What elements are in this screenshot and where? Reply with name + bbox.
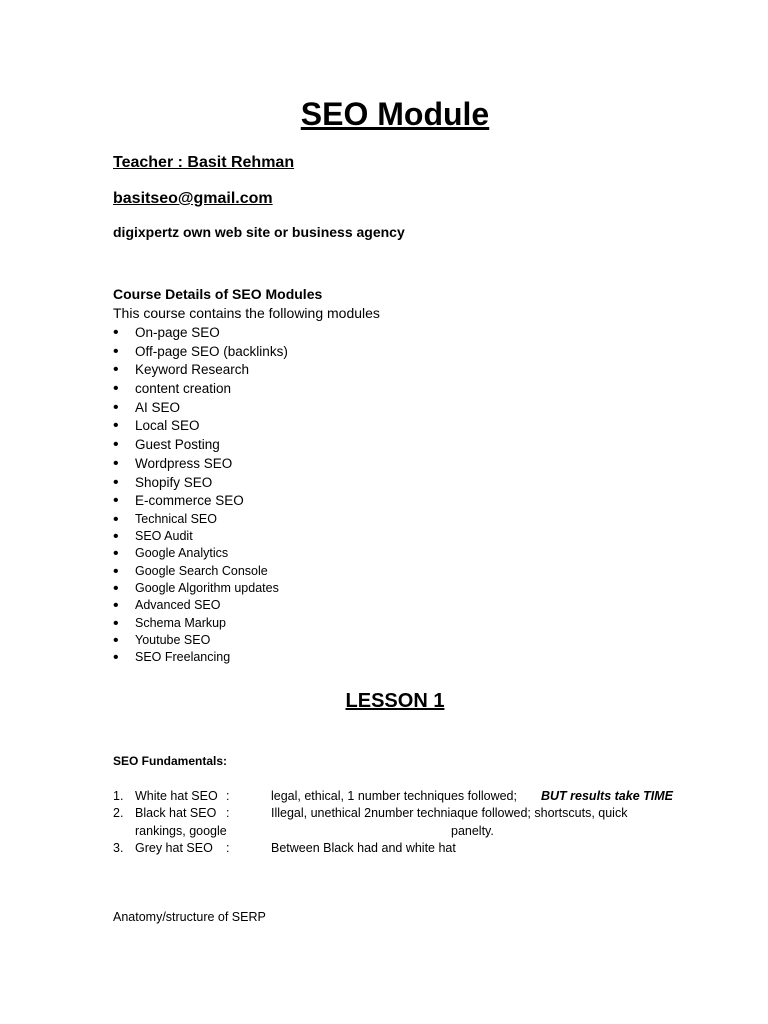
hat-number: 2. <box>113 806 124 820</box>
module-item: • On-page SEO <box>113 324 288 343</box>
hat-colon: : <box>226 789 230 803</box>
module-item: • Google Search Console <box>113 563 288 580</box>
module-item: • Off-page SEO (backlinks) <box>113 343 288 362</box>
module-item: • Shopify SEO <box>113 474 288 493</box>
module-item: • Advanced SEO <box>113 597 288 614</box>
modules-list <box>113 324 288 667</box>
module-item: • Wordpress SEO <box>113 455 288 474</box>
hat-note: BUT results take TIME <box>541 789 673 803</box>
hat-description: Illegal, unethical 2number techniaque followed; shortscuts, quick <box>271 806 628 820</box>
hat-continuation-right: panelty. <box>451 824 494 838</box>
hat-name: Grey hat SEO <box>135 841 213 855</box>
module-item: • Technical SEO <box>113 511 288 528</box>
module-item: • Youtube SEO <box>113 632 288 649</box>
hat-number: 1. <box>113 789 124 803</box>
email-address: basitseo@gmail.com <box>113 190 273 207</box>
document-title: SEO Module <box>300 96 490 132</box>
hat-description: legal, ethical, 1 number techniques followed; <box>271 789 517 803</box>
hat-colon: : <box>226 806 230 820</box>
hat-description: Between Black had and white hat <box>271 841 456 855</box>
lesson-title: LESSON 1 <box>345 690 445 712</box>
module-item: • SEO Audit <box>113 528 288 545</box>
course-intro: This course contains the following modules <box>113 305 380 321</box>
module-item: • Schema Markup <box>113 615 288 632</box>
module-item: • Guest Posting <box>113 436 288 455</box>
module-item: • content creation <box>113 380 288 399</box>
module-item: • Google Analytics <box>113 545 288 562</box>
agency-line: digixpertz own web site or business agency <box>113 224 405 240</box>
anatomy-line: Anatomy/structure of SERP <box>113 910 266 924</box>
hat-number: 3. <box>113 841 124 855</box>
hat-colon: : <box>226 841 230 855</box>
course-details-heading: Course Details of SEO Modules <box>113 286 323 302</box>
module-item: • AI SEO <box>113 399 288 418</box>
module-item: • SEO Freelancing <box>113 649 288 666</box>
hat-name: White hat SEO <box>135 789 218 803</box>
teacher-line: Teacher : Basit Rehman <box>113 154 295 171</box>
module-item: • Google Algorithm updates <box>113 580 288 597</box>
module-item: • Keyword Research <box>113 361 288 380</box>
module-item: • Local SEO <box>113 417 288 436</box>
hat-continuation-left: rankings, google <box>135 824 227 838</box>
module-item: • E-commerce SEO <box>113 492 288 511</box>
hat-name: Black hat SEO <box>135 806 217 820</box>
fundamentals-heading: SEO Fundamentals: <box>113 754 228 768</box>
